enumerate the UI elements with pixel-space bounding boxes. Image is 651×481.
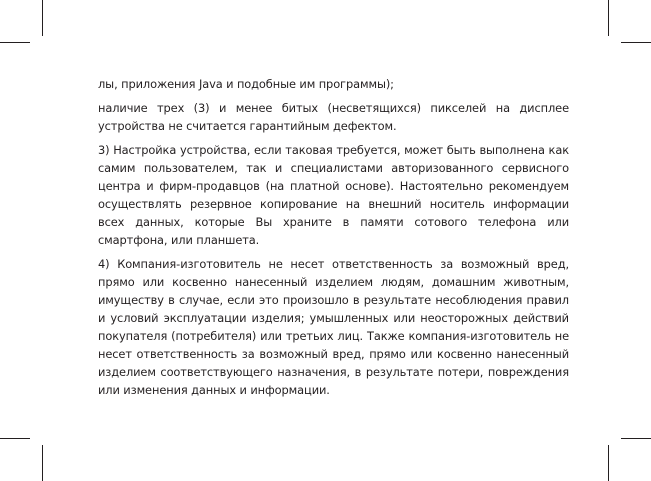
crop-mark-top-right-horizontal [621, 42, 651, 43]
crop-mark-bottom-left-vertical [42, 445, 43, 481]
crop-mark-top-right-vertical [608, 0, 609, 36]
crop-mark-top-left-horizontal [0, 42, 30, 43]
paragraph-4-liability: 4) Компания-изготовитель не несет ответственность за возможный вред, прямо или косвенно нанесенный изделием людям, домашним животным, имуществу в случае, если это произошло в результате несоблюдения правил и условий эксплуатации изделия; умышленных или неосторожных действий покупателя (потребителя) или третьих лиц. Также компания-изготовитель не несет ответственность за возможный вред, прямо или косвенно нанесенный изделием соответствующего назначения, в результате потери, повреждения или изменения данных и информации. [98, 257, 569, 397]
crop-mark-bottom-right-horizontal [621, 438, 651, 439]
crop-mark-bottom-left-horizontal [0, 438, 30, 439]
crop-mark-top-left-vertical [42, 0, 43, 36]
paragraph-dead-pixels: наличие трех (3) и менее битых (несветящихся) пикселей на дисплее устройства не считается гарантийным дефектом. [98, 101, 569, 133]
paragraph-continuation: лы, приложения Java и подобные им программы); [98, 77, 394, 91]
page-body [98, 75, 569, 405]
paragraph-3-device-setup: 3) Настройка устройства, если таковая требуется, может быть выполнена как самим пользователем, так и специалистами авторизованного сервисного центра и фирм-продавцов (на платной основе). Настоятельно рекомендуем осуществлять резервное копирование на внешний носитель информации всех данных, которые Вы храните в памяти сотового телефона или смартфона, или планшета. [98, 143, 569, 247]
crop-mark-bottom-right-vertical [608, 445, 609, 481]
